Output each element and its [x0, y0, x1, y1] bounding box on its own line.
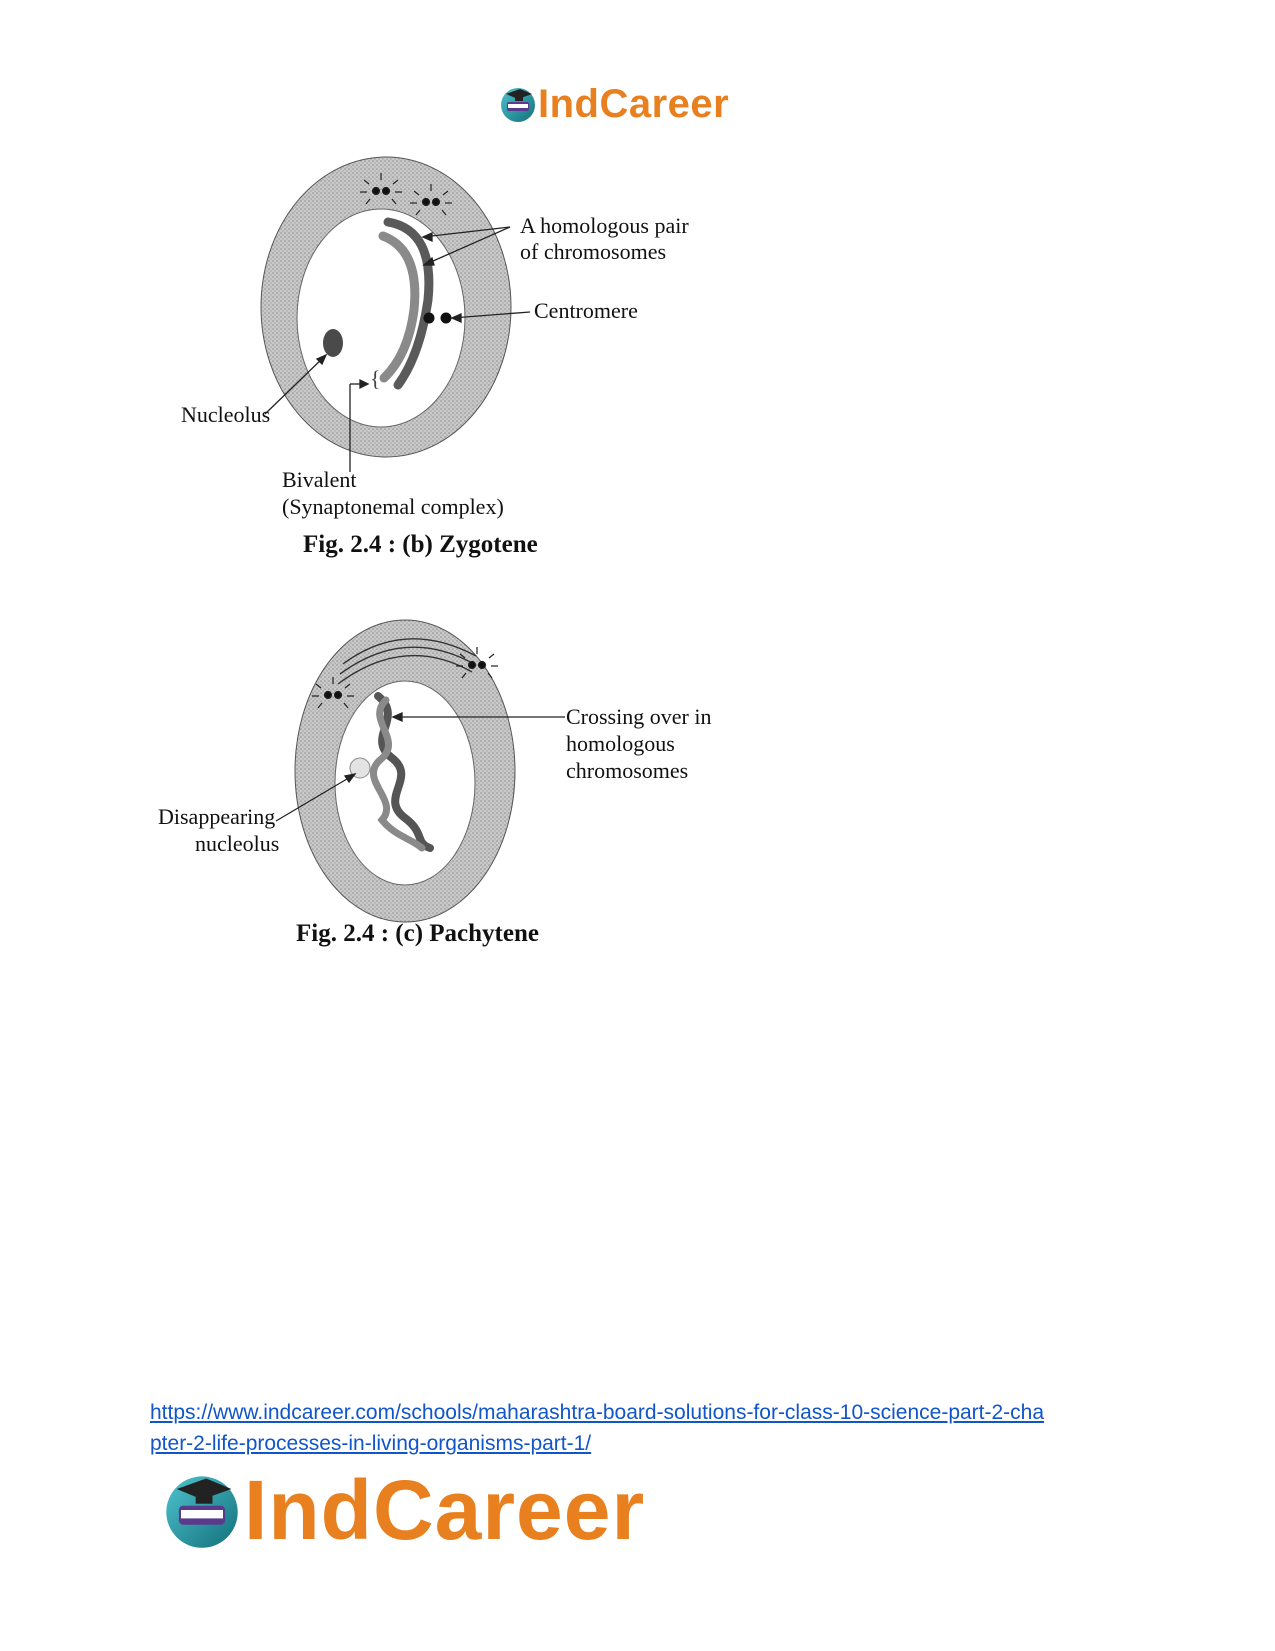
label-bivalent-1: Bivalent [282, 467, 357, 492]
label-homologous-pair-2: of chromosomes [520, 239, 667, 264]
source-link[interactable] [150, 1397, 1150, 1459]
source-link-line-2: pter-2-life-processes-in-living-organisms-part-1/ [150, 1432, 592, 1455]
label-disappearing-1: Disappearing [158, 804, 276, 829]
brand-name-large: IndCareer [244, 1463, 646, 1557]
label-crossing-3: chromosomes [566, 758, 689, 783]
brand-name: IndCareer [538, 82, 730, 126]
label-bivalent-2: (Synaptonemal complex) [282, 494, 504, 519]
label-disappearing-2: nucleolus [195, 831, 280, 856]
label-nucleolus: Nucleolus [181, 402, 271, 427]
nucleolus-shape [323, 329, 343, 357]
caption-pachytene: Fig. 2.4 : (c) Pachytene [296, 920, 539, 947]
graduation-globe-icon [498, 84, 538, 124]
label-centromere: Centromere [534, 298, 638, 323]
label-homologous-pair-1: A homologous pair [520, 213, 689, 238]
graduation-globe-icon [160, 1468, 244, 1552]
header-logo [498, 80, 729, 128]
centromere-dot [441, 313, 452, 324]
label-crossing-2: homologous [566, 731, 675, 756]
caption-zygotene: Fig. 2.4 : (b) Zygotene [303, 531, 538, 558]
footer-logo [160, 1462, 645, 1558]
source-link-line-1: https://www.indcareer.com/schools/maharashtra-board-solutions-for-class-10-science-part-2-cha [150, 1401, 1045, 1424]
centromere-dot [424, 313, 435, 324]
label-crossing-1: Crossing over in [566, 704, 712, 729]
svg-text:{: { [370, 366, 381, 391]
